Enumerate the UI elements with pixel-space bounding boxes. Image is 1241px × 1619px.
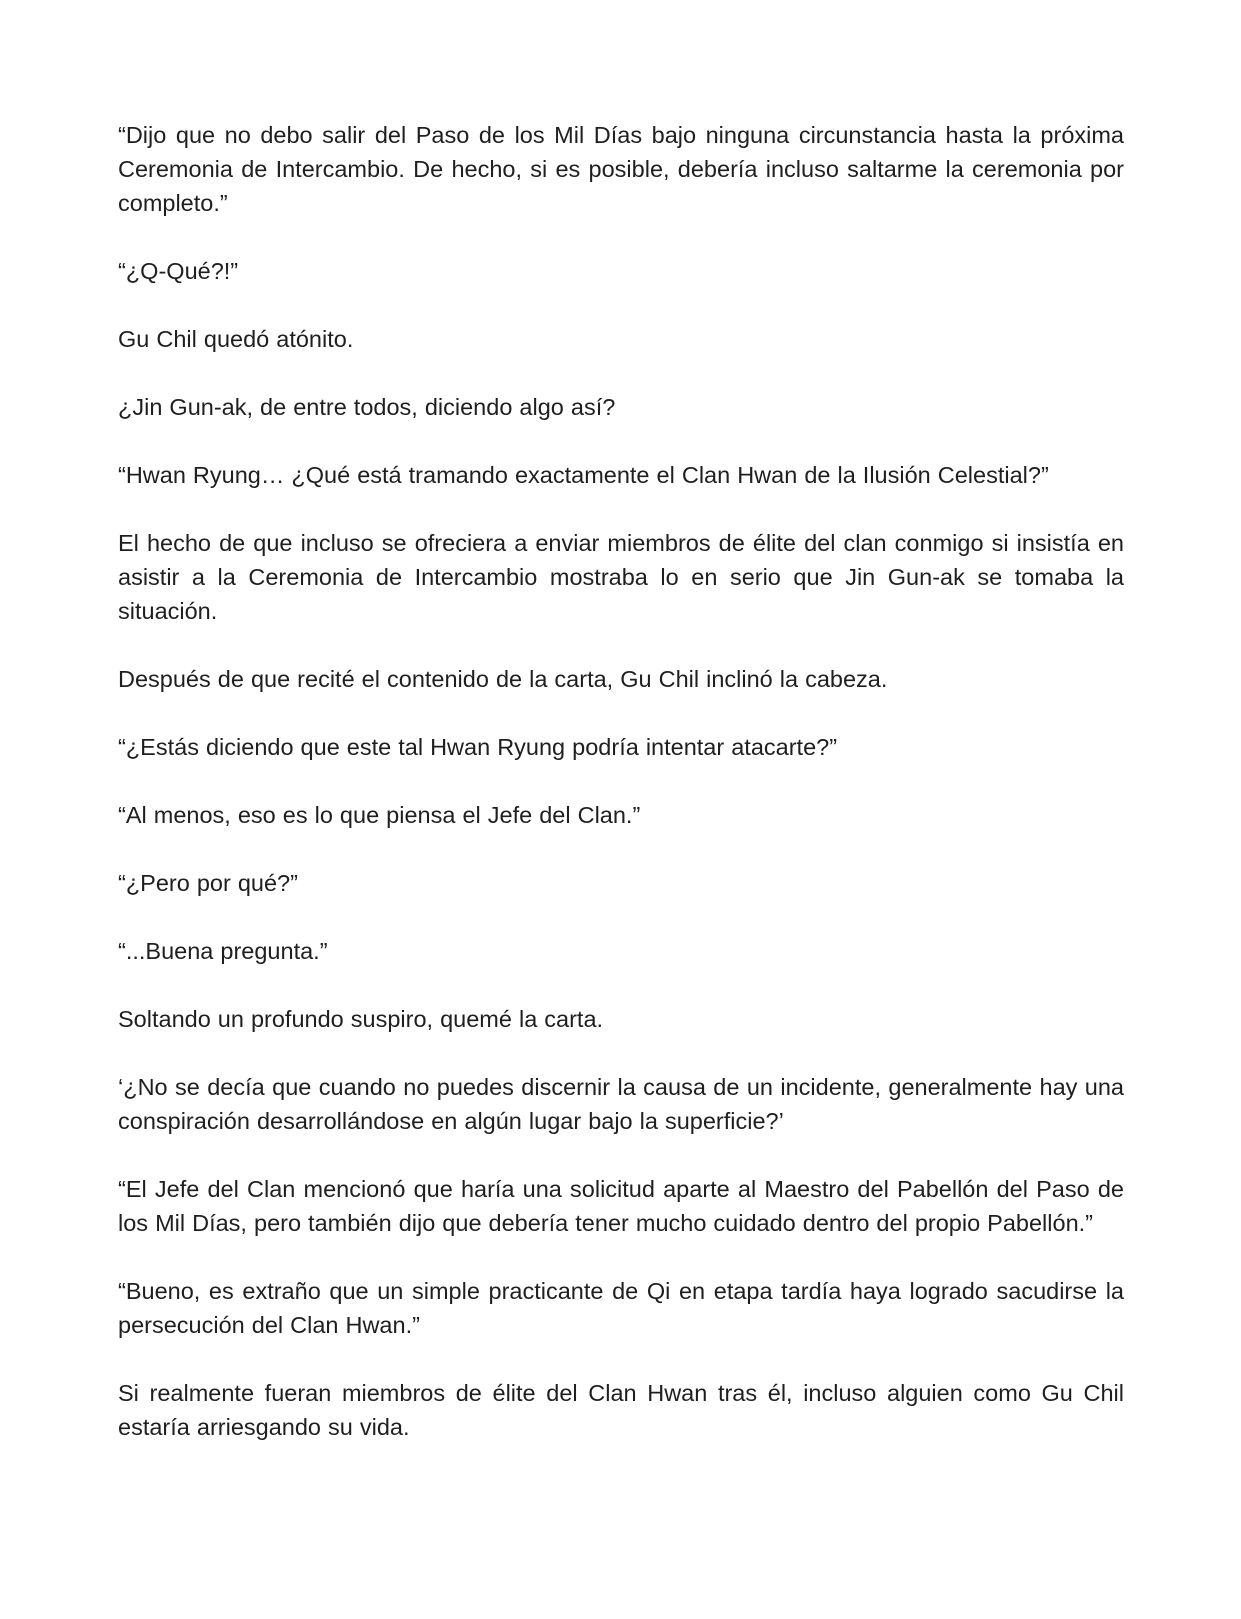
paragraph: Soltando un profundo suspiro, quemé la carta. bbox=[118, 1006, 604, 1032]
paragraph: “Al menos, eso es lo que piensa el Jefe del Clan.” bbox=[118, 802, 641, 828]
paragraph: “¿Q-Qué?!” bbox=[118, 258, 239, 284]
paragraph: “¿Pero por qué?” bbox=[118, 870, 298, 896]
page-body bbox=[118, 118, 1124, 1478]
paragraph: “Bueno, es extraño que un simple practicante de Qi en etapa tardía haya logrado sacudirse la persecución del Clan Hwan.” bbox=[118, 1278, 1124, 1338]
paragraph: Después de que recité el contenido de la carta, Gu Chil inclinó la cabeza. bbox=[118, 666, 888, 692]
paragraph: “El Jefe del Clan mencionó que haría una solicitud aparte al Maestro del Pabellón del Paso de los Mil Días, pero también dijo que debería tener mucho cuidado dentro del propio Pabellón.” bbox=[118, 1176, 1124, 1236]
paragraph: Si realmente fueran miembros de élite del Clan Hwan tras él, incluso alguien como Gu Chil estaría arriesgando su vida. bbox=[118, 1380, 1124, 1440]
paragraph: Gu Chil quedó atónito. bbox=[118, 326, 354, 352]
paragraph: ¿Jin Gun-ak, de entre todos, diciendo algo así? bbox=[118, 394, 616, 420]
paragraph: “Dijo que no debo salir del Paso de los Mil Días bajo ninguna circunstancia hasta la próxima Ceremonia de Intercambio. De hecho, si es posible, debería incluso saltarme la ceremonia por completo.” bbox=[118, 122, 1124, 216]
paragraph: “¿Estás diciendo que este tal Hwan Ryung podría intentar atacarte?” bbox=[118, 734, 838, 760]
paragraph: “Hwan Ryung… ¿Qué está tramando exactamente el Clan Hwan de la Ilusión Celestial?” bbox=[118, 462, 1049, 488]
paragraph: “...Buena pregunta.” bbox=[118, 938, 328, 964]
paragraph: ‘¿No se decía que cuando no puedes discernir la causa de un incidente, generalmente hay una conspiración desarrollándose en algún lugar bajo la superficie?’ bbox=[118, 1074, 1124, 1134]
paragraph: El hecho de que incluso se ofreciera a enviar miembros de élite del clan conmigo si insistía en asistir a la Ceremonia de Intercambio mostraba lo en serio que Jin Gun-ak se tomaba la situación. bbox=[118, 530, 1124, 624]
